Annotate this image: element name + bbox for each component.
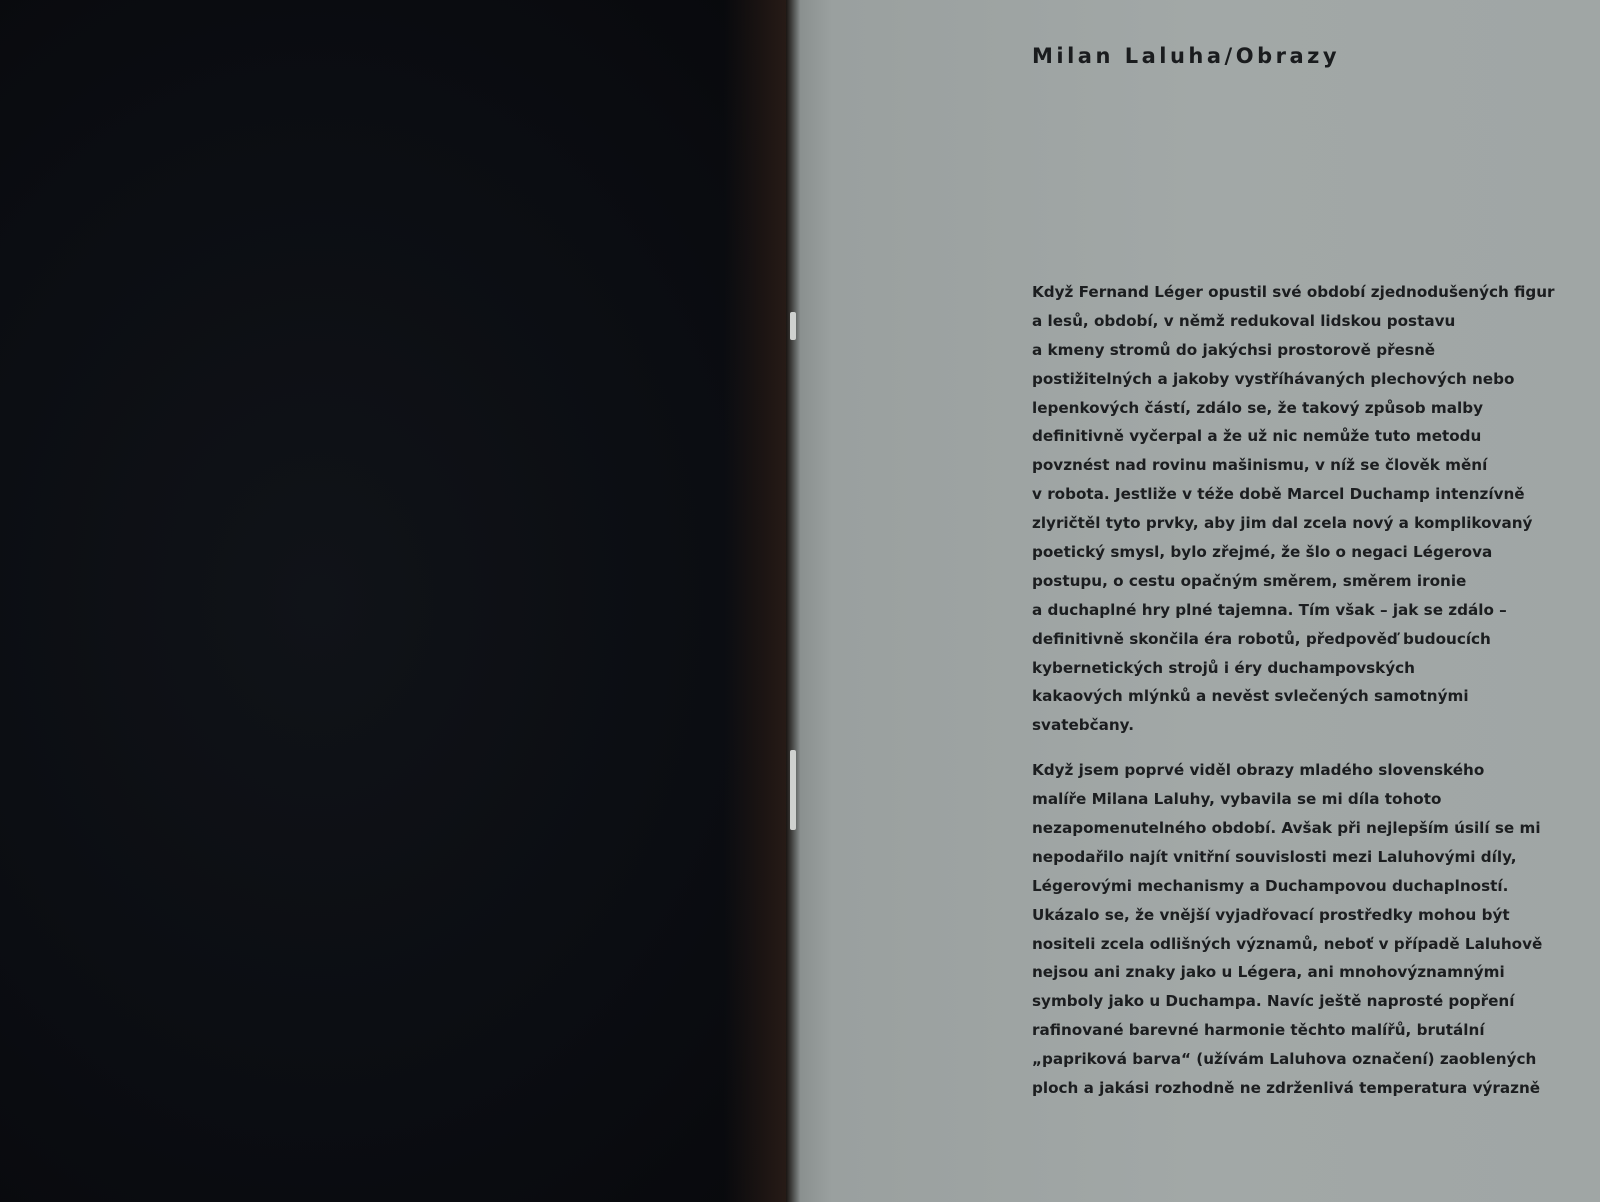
text-line: Légerovými mechanismy a Duchampovou duchaplností. xyxy=(1032,876,1509,895)
paragraph-2 xyxy=(1032,756,1543,1103)
text-line: definitivně skončila éra robotů, předpověď budoucích xyxy=(1032,629,1491,648)
paragraph-1 xyxy=(1032,278,1555,740)
text-line: v robota. Jestliže v téže době Marcel Duchamp intenzívně xyxy=(1032,485,1525,504)
text-line: definitivně vyčerpal a že už nic nemůže tuto metodu xyxy=(1032,427,1482,446)
text-line: a kmeny stromů do jakýchsi prostorově přesně xyxy=(1032,340,1436,359)
text-line: zlyričtěl tyto prvky, aby jim dal zcela nový a komplikovaný xyxy=(1032,514,1533,533)
text-line: nejsou ani znaky jako u Légera, ani mnohovýznamnými xyxy=(1032,963,1505,982)
text-line: a duchaplné hry plné tajemna. Tím však – jak se zdálo – xyxy=(1032,600,1507,619)
body-text xyxy=(1032,278,1555,1119)
text-line: postupu, o cestu opačným směrem, směrem ironie xyxy=(1032,571,1467,590)
binding-staple-bottom xyxy=(790,750,796,830)
text-line: nositeli zcela odlišných významů, neboť v případě Laluhově xyxy=(1032,934,1543,953)
text-line: nezapomenutelného období. Avšak při nejlepším úsilí se mi xyxy=(1032,819,1541,838)
text-line: kybernetických strojů i éry duchampovských xyxy=(1032,658,1415,677)
binding-staple-top xyxy=(790,312,796,340)
text-line: povznést nad rovinu mašinismu, v níž se člověk mění xyxy=(1032,456,1488,475)
text-line: postižitelných a jakoby vystříhávaných plechových nebo xyxy=(1032,369,1515,388)
text-line: a lesů, období, v němž redukoval lidskou postavu xyxy=(1032,311,1456,330)
text-line: symboly jako u Duchampa. Navíc ještě naprosté popření xyxy=(1032,992,1515,1011)
text-line: poetický smysl, bylo zřejmé, že šlo o negaci Légerova xyxy=(1032,543,1493,562)
text-line: „papriková barva“ (užívám Laluhova označení) zaoblených xyxy=(1032,1050,1537,1069)
text-line: kakaových mlýnků a nevěst svlečených samotnými xyxy=(1032,687,1469,706)
text-line: ploch a jakási rozhodně ne zdrženlivá temperatura výrazně xyxy=(1032,1079,1541,1098)
left-page-black xyxy=(0,0,794,1202)
text-line: svatebčany. xyxy=(1032,716,1134,735)
text-line: Když jsem poprvé viděl obrazy mladého slovenského xyxy=(1032,761,1485,780)
spine-shadow xyxy=(724,0,794,1202)
page-title: Milan Laluha/Obrazy xyxy=(1032,44,1341,68)
text-line: lepenkových částí, zdálo se, že takový způsob malby xyxy=(1032,398,1483,417)
right-page xyxy=(800,0,1600,1202)
text-line: nepodařilo najít vnitřní souvislosti mezi Laluhovými díly, xyxy=(1032,847,1517,866)
text-line: Když Fernand Léger opustil své období zjednodušených figur xyxy=(1032,283,1555,301)
text-line: malíře Milana Laluhy, vybavila se mi díla tohoto xyxy=(1032,790,1442,809)
text-line: Ukázalo se, že vnější vyjadřovací prostředky mohou být xyxy=(1032,905,1510,924)
text-line: rafinované barevné harmonie těchto malířů, brutální xyxy=(1032,1021,1485,1040)
